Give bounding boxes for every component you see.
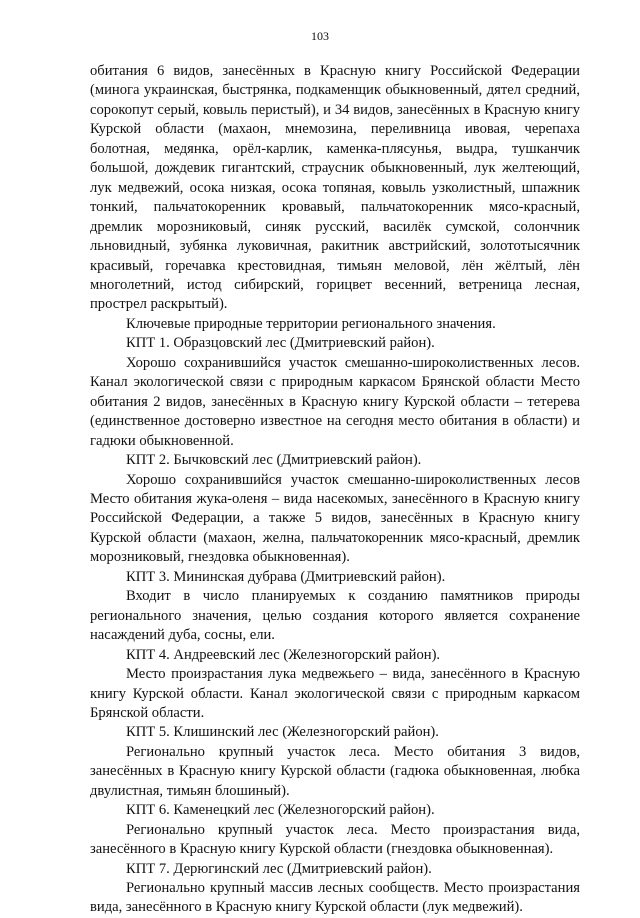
kpt-description: Хорошо сохранившийся участок смешанно-широколиственных лесов Место обитания жука-оленя – вида насекомых, занесённого в Красную книгу Российской Федерации, а также 5 видов, занесённых в Красную книгу Курской области (махаон, желна, пальчатокоренник мясо-красный, дремлик морозниковый, гнездовка обыкновенная). bbox=[90, 471, 580, 566]
document-body bbox=[90, 62, 580, 918]
kpt-heading: КПТ 6. Каменецкий лес (Железногорский район). bbox=[126, 802, 435, 819]
kpt-heading: КПТ 2. Бычковский лес (Дмитриевский район). bbox=[126, 452, 422, 469]
section-heading-key-territories: Ключевые природные территории регионального значения. bbox=[126, 315, 496, 332]
kpt-heading: КПТ 1. Образцовский лес (Дмитриевский район). bbox=[126, 335, 435, 352]
kpt-description: Входит в число планируемых к созданию памятников природы регионального значения, целью создания которого является сохранение насаждений дуба, сосны, ели. bbox=[90, 588, 580, 644]
kpt-description: Регионально крупный участок леса. Место обитания 3 видов, занесённых в Красную книгу Курской области (гадюка обыкновенная, любка двулистная, тимьян блошиный). bbox=[90, 743, 580, 799]
paragraph-species-list: обитания 6 видов, занесённых в Красную книгу Российской Федерации (минога украинская, быстрянка, подкаменщик обыкновенный, дятел средний, сорокопут серый, ковыль перистый), и 34 видов, занесённых в Красную книгу Курской области (махаон, мнемозина, переливница ивовая, черепаха болотная, медянка, орёл-карлик, каменка-плясунья, выдра, тушканчик большой, дождевик гигантский, страусник обыкновенный, лук желтеющий, лук медвежий, осока низкая, осока топяная, ковыль узколистный, шпажник тонкий, пальчатокоренник кровавый, пальчатокоренник мясо-красный, дремлик морозниковый, синяк русский, василёк сумской, солончник льновидный, зубянка луковичная, ракитник австрийский, золототысячник красивый, горечавка крестовидная, тимьян меловой, лён жёлтый, лён многолетний, истод сибирский, горицвет весенний, ветреница лесная, прострел раскрытый). bbox=[90, 63, 580, 313]
kpt-description: Хорошо сохранившийся участок смешанно-широколиственных лесов. Канал экологической связи с природным каркасом Брянской области Место обитания 2 видов, занесённых в Красную книгу Курской области – тетерева (единственное достоверно известное на сегодня место обитания в области) и гадюки обыкновенной. bbox=[90, 354, 580, 449]
kpt-heading: КПТ 3. Мининская дубрава (Дмитриевский район). bbox=[126, 568, 446, 585]
page-number: 103 bbox=[311, 29, 329, 43]
kpt-description: Регионально крупный массив лесных сообществ. Место произрастания вида, занесённого в Красную книгу Курской области (лук медвежий). bbox=[90, 880, 580, 916]
kpt-heading: КПТ 4. Андреевский лес (Железногорский район). bbox=[126, 646, 441, 663]
kpt-heading: КПТ 5. Клишинский лес (Железногорский район). bbox=[126, 724, 439, 741]
kpt-description: Место произрастания лука медвежьего – вида, занесённого в Красную книгу Курской области. Канал экологической связи с природным каркасом Брянской области. bbox=[90, 666, 580, 721]
kpt-heading: КПТ 7. Дерюгинский лес (Дмитриевский район). bbox=[126, 860, 432, 877]
kpt-description: Регионально крупный участок леса. Место произрастания вида, занесённого в Красную книгу Курской области (гнездовка обыкновенная). bbox=[90, 821, 580, 858]
